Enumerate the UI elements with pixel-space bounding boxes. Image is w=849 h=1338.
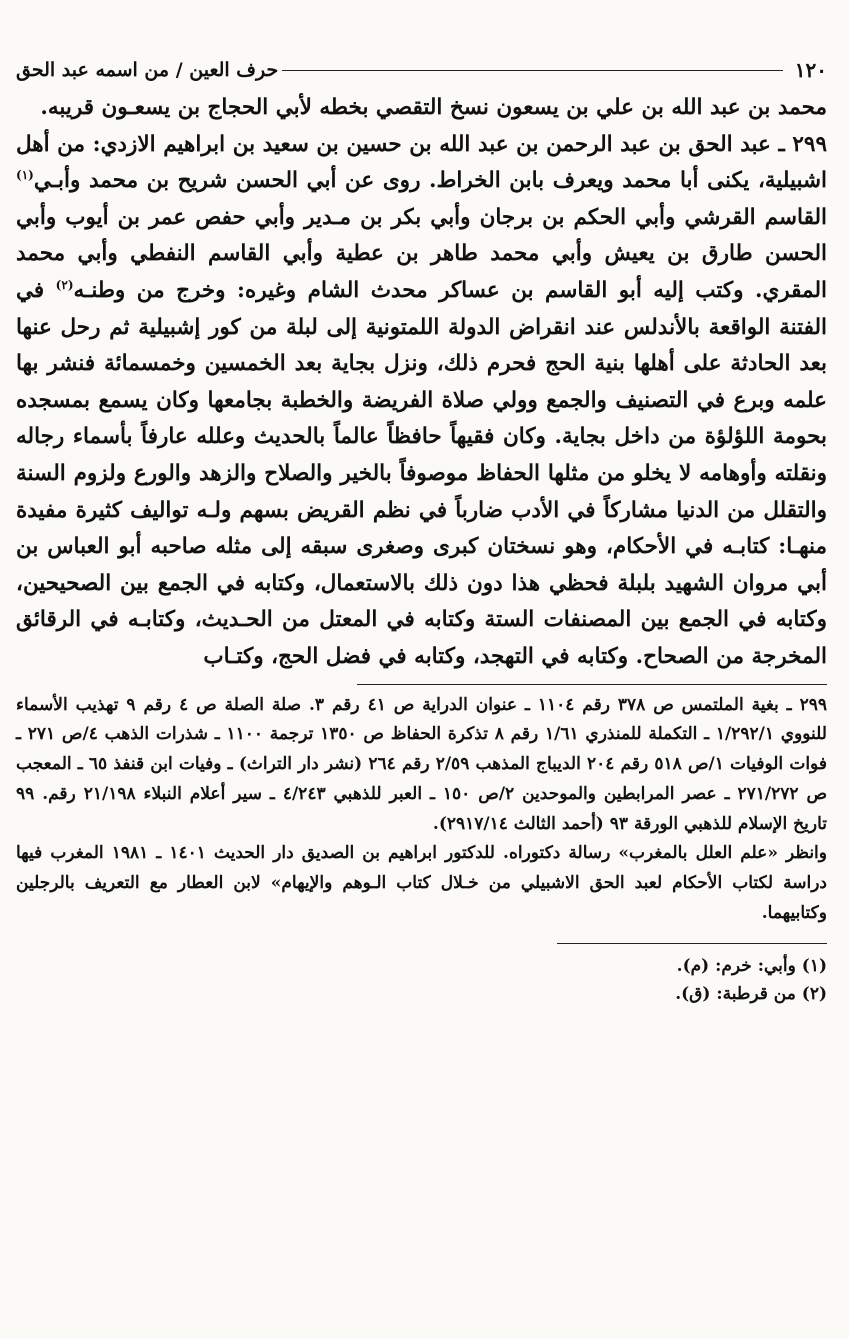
paragraph-continuation: محمد بن عبد الله بن علي بن يسعون نسخ التقصي بخطه لأبي الحجاج بن يسعـون قريبه. <box>40 95 827 120</box>
entry-text-part-2: القاسم القرشي وأبي الحكم بن برجان وأبي بكر بن مـدير وأبي حفص عمر بن أيوب وأبي الحسن طارق بن يعيش وأبي محمد طاهر بن عطية وأبي القاسم النفطي وأبي محمد المقري. وكتب إليه أبو القاسم بن عساكر محدث الشام وغيره: وخرج من وطنـه <box>16 204 827 303</box>
sources-note: ٢٩٩ ـ بغية الملتمس ص ٣٧٨ رقم ١١٠٤ ـ عنوان الدراية ص ٤١ رقم ٣. صلة الصلة ص ٤ رقم ٩ تهذيب الأسماء للنووي ١/٢٩٢/١ ـ التكملة للمنذري ١/٦١ رقم ٨ تذكرة الحفاظ ص ١٣٥٠ ترجمة ١١٠٠ ـ شذرات الذهب ٤/ص ٢٧١ ـ فوات الوفيات ١/ص ٥١٨ رقم ٢٠٤ الديباج المذهب ٢/٥٩ رقم ٢٦٤ (نشر دار التراث) ـ وفيات ابن قنفذ ٦٥ ـ المعجب ص ٢٧١/٢٧٢ ـ عصر المرابطين والموحدين ٢/ص ١٥٠ ـ العبر للذهبي ٤/٢٤٣ ـ سير أعلام النبلاء ٢١/١٩٨ رقم. ٩٩ تاريخ الإسلام للذهبي الورقة ٩٣ (أحمد الثالث ٢٩١٧/١٤). <box>16 694 828 834</box>
running-header <box>16 50 827 90</box>
notes-divider <box>357 684 827 685</box>
footnotes-divider <box>557 943 827 944</box>
see-also-note: وانظر «علم العلل بالمغرب» رسالة دكتوراه. للدكتور ابراهيم بن الصديق دار الحديث ١٤٠١ ـ ١٩٨١ المغرب فيها دراسة لكتاب الأحكام لعبد الحق الاشبيلي من خـلال كتاب الـوهم والإيهام» لابن العطار مع التعريف بالرجلين وكتابيهما. <box>16 843 827 924</box>
footnotes <box>16 952 827 1008</box>
footnote-2: (٢) من قرطبة: (ق). <box>675 983 827 1004</box>
main-text <box>16 90 827 676</box>
header-rule <box>282 70 783 71</box>
chapter-title: حرف العين / من اسمه عبد الحق <box>16 59 279 81</box>
footnote-ref-2: (٢) <box>55 277 74 292</box>
entry-text-part-1: ٢٩٩ ـ عبد الحق بن عبد الرحمن بن عبد الله بن حسين بن سعيد بن ابراهيم الازدي: من أهل اشبيلية، يكنى أبا محمد ويعرف بابن الخراط. روى عن أبي الحسن شريح بن محمد وأبـي <box>16 131 827 194</box>
footnote-1: (١) وأبي: خرم: (م). <box>676 955 827 976</box>
biography-entry-299 <box>16 127 827 676</box>
entry-text-part-3: في الفتنة الواقعة بالأندلس عند انقراض الدولة اللمتونية إلى لبلة من كور إشبيلية ثم رحل عنها بعد الحادثة على أهلها بنية الحج فحرم ذلك، ونزل بجاية بعد الخمسين وخمسمائة فنشر بها علمه وبرع في التصنيف والجمع وولي صلاة الفريضة والخطبة بجامعها وكان يسمع بمسجده بحومة اللؤلؤة من داخل بجاية. وكان فقيهاً حافظاً عالماً بالحديث وعلله عارفاً بأسماء رجاله ونقلته وأوهامه لا يخلو من مثلها الحفاظ موصوفاً بالخير والصلاح والزهد والورع ولزوم السنة والتقلل من الدنيا مشاركاً في الأدب ضارباً في نظم القريض بسهم ولـه تواليف كثيرة مفيدة منهـا: كتابـه في الأحكام، وهو نسختان كبرى وصغرى سبقه إلى مثله صاحبه أبو العباس بن أبي مروان الشهيد بلبلة فحظي هذا دون ذلك بالاستعمال، وكتابه في الجمع بين الصحيحين، وكتابه في الجمع بين المصنفات الستة وكتابه في المعتل من الحـديث، وكتابـه في الرقائق المخرجة من الصحاح. وكتابه في التهجد، وكتابه في فضل الحج، وكتـاب <box>16 277 828 669</box>
source-notes <box>16 691 827 929</box>
page-number: ١٢٠ <box>794 58 827 82</box>
footnote-ref-1: (١) <box>16 168 34 183</box>
